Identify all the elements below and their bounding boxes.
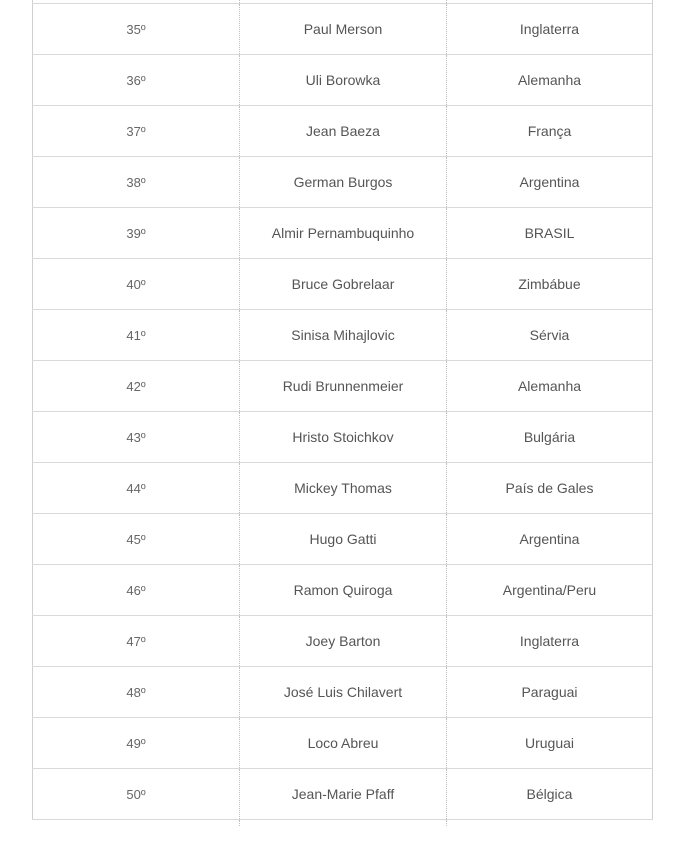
- player-name-cell: Joey Barton: [240, 616, 447, 667]
- table-row: [33, 616, 653, 667]
- table-row: [33, 565, 653, 616]
- country-cell: Alemanha: [447, 55, 653, 106]
- country-cell: Inglaterra: [447, 4, 653, 55]
- player-name-cell: Hristo Stoichkov: [240, 412, 447, 463]
- position-value: 40º: [126, 277, 146, 292]
- player-name-cell: German Burgos: [240, 157, 447, 208]
- position-value: 49º: [126, 736, 146, 751]
- table-row: [33, 514, 653, 565]
- player-name-cell: Loco Abreu: [240, 718, 447, 769]
- ranking-table-container: [32, 0, 652, 826]
- country-cell: País de Gales: [447, 463, 653, 514]
- country-cell: Argentina: [447, 157, 653, 208]
- position-value: 37º: [126, 124, 146, 139]
- table-row-tail: [33, 820, 653, 827]
- position-cell: [33, 565, 240, 616]
- position-value: 47º: [126, 634, 146, 649]
- position-cell: [33, 361, 240, 412]
- table-row: [33, 769, 653, 820]
- table-row: [33, 4, 653, 55]
- player-name-cell: Hugo Gatti: [240, 514, 447, 565]
- player-name-cell: Sinisa Mihajlovic: [240, 310, 447, 361]
- country-cell: Paraguai: [447, 667, 653, 718]
- player-name-cell: Bruce Gobrelaar: [240, 259, 447, 310]
- country-cell: Sérvia: [447, 310, 653, 361]
- country-cell: Bulgária: [447, 412, 653, 463]
- position-value: 35º: [126, 22, 146, 37]
- position-cell: [33, 259, 240, 310]
- table-row: [33, 412, 653, 463]
- position-cell: [33, 106, 240, 157]
- country-cell: Argentina/Peru: [447, 565, 653, 616]
- position-value: 38º: [126, 175, 146, 190]
- country-cell: Uruguai: [447, 718, 653, 769]
- player-name-cell: Rudi Brunnenmeier: [240, 361, 447, 412]
- position-cell: [33, 4, 240, 55]
- position-cell: [33, 616, 240, 667]
- table-row: [33, 718, 653, 769]
- table-row: [33, 55, 653, 106]
- position-cell: [33, 157, 240, 208]
- table-row: [33, 208, 653, 259]
- player-name-cell: Jean Baeza: [240, 106, 447, 157]
- country-cell: Argentina: [447, 514, 653, 565]
- table-row: [33, 361, 653, 412]
- table-row: [33, 106, 653, 157]
- player-name-cell: Uli Borowka: [240, 55, 447, 106]
- player-name-cell: Ramon Quiroga: [240, 565, 447, 616]
- country-cell: BRASIL: [447, 208, 653, 259]
- position-value: 50º: [126, 787, 146, 802]
- position-value: 42º: [126, 379, 146, 394]
- table-row: [33, 259, 653, 310]
- table-row: [33, 667, 653, 718]
- position-value: 43º: [126, 430, 146, 445]
- position-cell: [33, 208, 240, 259]
- position-cell: [33, 667, 240, 718]
- position-value: 48º: [126, 685, 146, 700]
- position-cell: [33, 769, 240, 820]
- position-cell: [33, 514, 240, 565]
- position-cell: [33, 718, 240, 769]
- player-name-cell: Paul Merson: [240, 4, 447, 55]
- player-name-cell: Mickey Thomas: [240, 463, 447, 514]
- country-cell: Inglaterra: [447, 616, 653, 667]
- position-value: 45º: [126, 532, 146, 547]
- position-cell: [33, 310, 240, 361]
- table-row: [33, 463, 653, 514]
- country-cell: Alemanha: [447, 361, 653, 412]
- player-name-cell: Almir Pernambuquinho: [240, 208, 447, 259]
- position-cell: [33, 412, 240, 463]
- position-cell: [33, 463, 240, 514]
- position-value: 39º: [126, 226, 146, 241]
- country-cell: Bélgica: [447, 769, 653, 820]
- country-cell: França: [447, 106, 653, 157]
- position-value: 44º: [126, 481, 146, 496]
- table-row: [33, 310, 653, 361]
- country-cell: Zimbábue: [447, 259, 653, 310]
- position-value: 46º: [126, 583, 146, 598]
- player-name-cell: Jean-Marie Pfaff: [240, 769, 447, 820]
- ranking-table: [32, 0, 653, 826]
- player-name-cell: José Luis Chilavert: [240, 667, 447, 718]
- position-cell: [33, 55, 240, 106]
- position-value: 41º: [126, 328, 146, 343]
- table-row: [33, 157, 653, 208]
- position-value: 36º: [126, 73, 146, 88]
